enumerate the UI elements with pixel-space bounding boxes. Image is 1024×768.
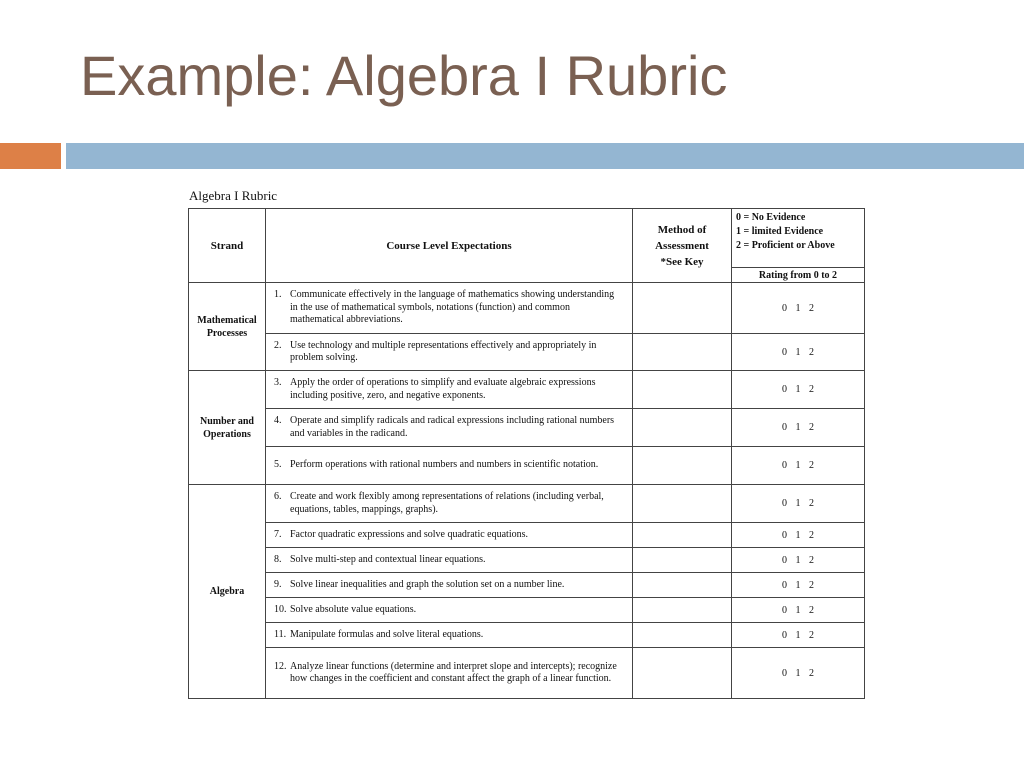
expectation-number: 10. (274, 603, 287, 615)
method-line-1: Method of (657, 223, 707, 236)
expectation-cell (266, 548, 633, 573)
expectation-number: 9. (274, 578, 282, 590)
strand-mp-line-1: Mathematical (197, 314, 257, 326)
expectation-text: Manipulate formulas and solve literal equations. (290, 628, 484, 640)
expectation-text: Use technology and multiple representations effectively and appropriately in problem solving. (290, 339, 597, 363)
expectation-text: Communicate effectively in the language of mathematics showing understanding in the use of mathematical symbols, notations (function) and common mathematical abbreviations. (290, 289, 615, 326)
rating-cell[interactable]: 0 1 2 (732, 523, 865, 548)
expectation-number: 5. (274, 459, 282, 471)
expectation-text: Apply the order of operations to simplify and evaluate algebraic expressions including positive, zero, and negative exponents. (290, 377, 596, 401)
rating-cell[interactable]: 0 1 2 (732, 623, 865, 648)
method-cell[interactable] (633, 371, 732, 409)
method-line-2: Assessment (655, 239, 709, 252)
strand-number-operations (189, 371, 266, 485)
expectation-number: 8. (274, 553, 282, 565)
accent-bar-orange (0, 143, 61, 169)
method-cell[interactable] (633, 623, 732, 648)
expectation-number: 3. (274, 377, 282, 388)
method-cell[interactable] (633, 573, 732, 598)
expectation-cell (266, 598, 633, 623)
rating-cell[interactable]: 0 1 2 (732, 598, 865, 623)
expectation-cell (266, 623, 633, 648)
key-line-3: 2 = Proficient or Above (736, 240, 835, 251)
expectation-number: 12. (274, 660, 287, 672)
expectation-text: Solve multi-step and contextual linear equations. (290, 553, 486, 565)
strand-no-line-2: Operations (203, 428, 251, 440)
method-cell[interactable] (633, 523, 732, 548)
expectation-number: 4. (274, 415, 282, 426)
expectation-text: Analyze linear functions (determine and interpret slope and intercepts); recognize how changes in the coefficient and constant affect the graph of a linear function. (290, 660, 617, 684)
expectation-cell (266, 648, 633, 699)
accent-bar-blue (66, 143, 1024, 169)
expectation-cell (266, 523, 633, 548)
expectation-number: 1. (274, 289, 282, 301)
method-line-3: *See Key (660, 255, 704, 268)
header-method (633, 209, 732, 283)
expectation-cell (266, 334, 633, 371)
expectation-cell (266, 485, 633, 523)
method-cell[interactable] (633, 409, 732, 447)
expectation-cell (266, 573, 633, 598)
header-strand: Strand (189, 209, 266, 283)
expectation-cell (266, 409, 633, 447)
expectation-text: Operate and simplify radicals and radical expressions including rational numbers and variables in the radicand. (290, 415, 615, 439)
header-rating: Rating from 0 to 2 (732, 268, 865, 283)
rating-cell[interactable]: 0 1 2 (732, 283, 865, 334)
expectation-number: 7. (274, 528, 282, 540)
expectation-number: 2. (274, 339, 282, 351)
header-key (732, 209, 865, 268)
expectation-number: 6. (274, 491, 282, 502)
table-caption: Algebra I Rubric (189, 188, 278, 203)
key-line-1: 0 = No Evidence (736, 212, 806, 223)
strand-no-line-1: Number and (200, 415, 254, 427)
strand-mp-line-2: Processes (206, 327, 248, 339)
expectation-cell (266, 371, 633, 409)
rating-cell[interactable]: 0 1 2 (732, 447, 865, 485)
expectation-cell (266, 447, 633, 485)
strand-mathematical-processes (189, 283, 266, 371)
method-cell[interactable] (633, 598, 732, 623)
strand-algebra: Algebra (189, 485, 266, 699)
expectation-number: 11. (274, 628, 287, 640)
rating-cell[interactable]: 0 1 2 (732, 334, 865, 371)
method-cell[interactable] (633, 648, 732, 699)
expectation-text: Perform operations with rational numbers and numbers in scientific notation. (290, 459, 599, 471)
expectation-text: Solve linear inequalities and graph the solution set on a number line. (290, 578, 565, 590)
rating-cell[interactable]: 0 1 2 (732, 485, 865, 523)
rating-cell[interactable]: 0 1 2 (732, 409, 865, 447)
expectation-text: Factor quadratic expressions and solve quadratic equations. (290, 528, 528, 540)
method-cell[interactable] (633, 283, 732, 334)
rating-cell[interactable]: 0 1 2 (732, 371, 865, 409)
slide-title: Example: Algebra I Rubric (80, 44, 728, 107)
expectation-cell (266, 283, 633, 334)
method-cell[interactable] (633, 334, 732, 371)
rating-cell[interactable]: 0 1 2 (732, 573, 865, 598)
rating-cell[interactable]: 0 1 2 (732, 648, 865, 699)
method-cell[interactable] (633, 447, 732, 485)
method-cell[interactable] (633, 548, 732, 573)
rating-cell[interactable]: 0 1 2 (732, 548, 865, 573)
header-expectations: Course Level Expectations (266, 209, 633, 283)
key-line-2: 1 = limited Evidence (736, 226, 824, 237)
expectation-text: Solve absolute value equations. (290, 603, 417, 615)
method-cell[interactable] (633, 485, 732, 523)
rubric-table (188, 208, 865, 699)
expectation-text: Create and work flexibly among representations of relations (including verbal, equations, tables, mappings, graphs). (290, 491, 604, 515)
